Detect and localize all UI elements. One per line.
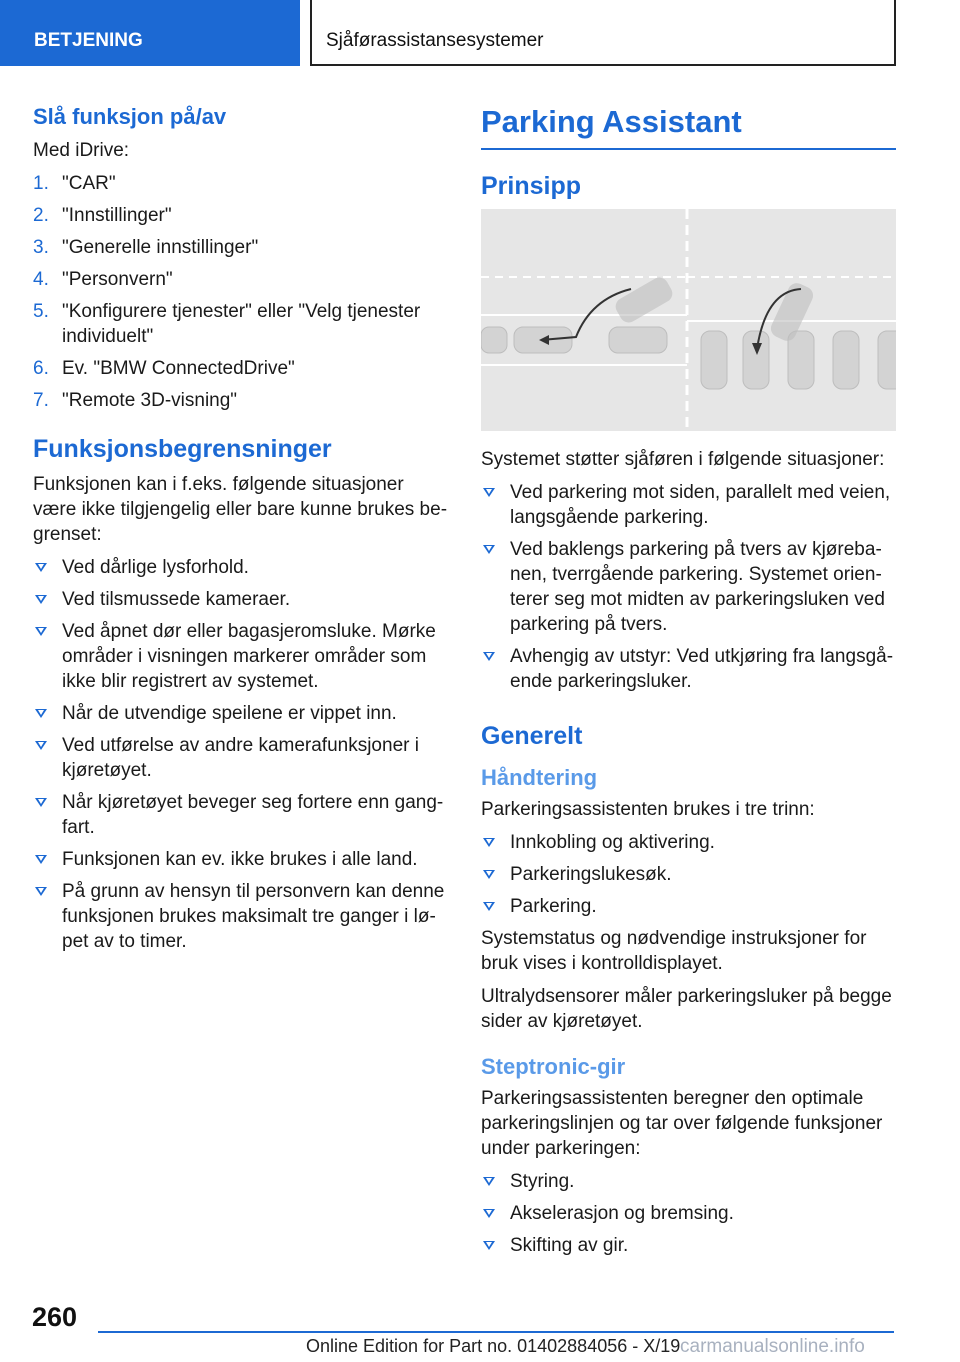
triangle-bullet-icon — [483, 1209, 495, 1218]
list-item: På grunn av hensyn til personvern kan denne funksjonen brukes maksimalt tre ganger i løpet av to timer. — [33, 879, 448, 954]
switch-intro: Med iDrive: — [33, 140, 130, 161]
edition-note: Online Edition for Part no. 01402884056 - X/19 — [306, 1336, 681, 1356]
chapter-title: Sjåførassistansesystemer — [310, 0, 896, 66]
left-column — [33, 104, 448, 961]
handling-intro: Parkeringsassistenten brukes i tre trinn: — [481, 799, 815, 820]
triangle-bullet-icon — [483, 1241, 495, 1250]
list-item: Parkeringslukesøk. — [481, 862, 896, 887]
limits-list — [33, 555, 448, 954]
idrive-steps — [33, 171, 448, 413]
triangle-bullet-icon — [35, 855, 47, 864]
list-item: Skifting av gir. — [481, 1233, 896, 1258]
right-column — [481, 104, 896, 1265]
list-item: Ved åpnet dør eller bagasjeromsluke. Mørke områder i visningen markerer områder som ikke blir registrert av systemet. — [33, 619, 448, 694]
triangle-bullet-icon — [483, 488, 495, 497]
section-tab: BETJENING — [0, 0, 300, 66]
list-item: Parkering. — [481, 894, 896, 919]
list-item: Ved baklengs parkering på tvers av kjørebanen, tverrgående parkering. Systemet orienterer seg mot midten av parkeringsluken ved parkering på tvers. — [481, 537, 896, 637]
list-item: Ved utførelse av andre kamerafunksjoner i kjøretøyet. — [33, 733, 448, 783]
heading-principle: Prinsipp — [481, 172, 582, 200]
step-item: 5. "Konfigurere tjenester" eller "Velg tjenester individuelt" — [33, 301, 421, 347]
triangle-bullet-icon — [483, 902, 495, 911]
triangle-bullet-icon — [483, 1177, 495, 1186]
heading-general: Generelt — [481, 722, 583, 750]
heading-switch: Slå funksjon på/av — [33, 104, 227, 129]
step-item: 2. "Innstillinger" — [33, 205, 172, 226]
list-item: Ved dårlige lysforhold. — [33, 555, 448, 580]
triangle-bullet-icon — [483, 652, 495, 661]
footer-divider — [98, 1331, 894, 1333]
triangle-bullet-icon — [35, 627, 47, 636]
triangle-bullet-icon — [35, 741, 47, 750]
list-item: Funksjonen kan ev. ikke brukes i alle land. — [33, 847, 448, 872]
list-item: Styring. — [481, 1169, 896, 1194]
principle-intro: Systemet støtter sjåføren i følgende situasjoner: — [481, 449, 885, 470]
watermark: carmanualsonline.info — [680, 1336, 865, 1357]
page-header — [0, 0, 960, 66]
principle-list — [481, 480, 896, 694]
steptronic-intro: Parkeringsassistenten beregner den optimale parkeringslinjen og tar over følgende funksjoner under parkeringen: — [481, 1088, 883, 1159]
list-item: Innkobling og aktivering. — [481, 830, 896, 855]
triangle-bullet-icon — [35, 595, 47, 604]
triangle-bullet-icon — [35, 563, 47, 572]
triangle-bullet-icon — [483, 545, 495, 554]
step-item: 4. "Personvern" — [33, 269, 173, 290]
list-item: Når kjøretøyet beveger seg fortere enn gangfart. — [33, 790, 448, 840]
heading-steptronic: Steptronic-gir — [481, 1054, 626, 1079]
step-item: 7. "Remote 3D-visning" — [33, 390, 238, 411]
list-item: Ved tilsmussede kameraer. — [33, 587, 448, 612]
step-item: 6. Ev. "BMW ConnectedDrive" — [33, 358, 295, 379]
parking-diagram-icon — [481, 209, 896, 431]
page-number: 260 — [32, 1302, 78, 1332]
step-item: 1. "CAR" — [33, 173, 116, 194]
section-title: Parking Assistant — [481, 104, 896, 150]
handling-list — [481, 830, 896, 919]
heading-handling: Håndtering — [481, 765, 598, 790]
triangle-bullet-icon — [35, 709, 47, 718]
handling-paragraph: Systemstatus og nødvendige instruksjoner for bruk vises i kontrolldisplayet. — [481, 928, 867, 974]
list-item: Ved parkering mot siden, parallelt med veien, langsgående parkering. — [481, 480, 896, 530]
handling-paragraph: Ultralydsensorer måler parkeringsluker på begge sider av kjøretøyet. — [481, 986, 892, 1032]
list-item: Akselerasjon og bremsing. — [481, 1201, 896, 1226]
triangle-bullet-icon — [483, 870, 495, 879]
list-item: Avhengig av utstyr: Ved utkjøring fra langsgående parkeringsluker. — [481, 644, 896, 694]
step-item: 3. "Generelle innstillinger" — [33, 237, 259, 258]
heading-limits: Funksjonsbegrensninger — [33, 435, 332, 463]
triangle-bullet-icon — [35, 887, 47, 896]
steptronic-list — [481, 1169, 896, 1258]
limits-intro: Funksjonen kan i f.eks. følgende situasjoner være ikke tilgjengelig eller bare kunne brukes begrenset: — [33, 474, 448, 545]
parking-illustration — [481, 209, 896, 431]
triangle-bullet-icon — [483, 838, 495, 847]
list-item: Når de utvendige speilene er vippet inn. — [33, 701, 448, 726]
triangle-bullet-icon — [35, 798, 47, 807]
